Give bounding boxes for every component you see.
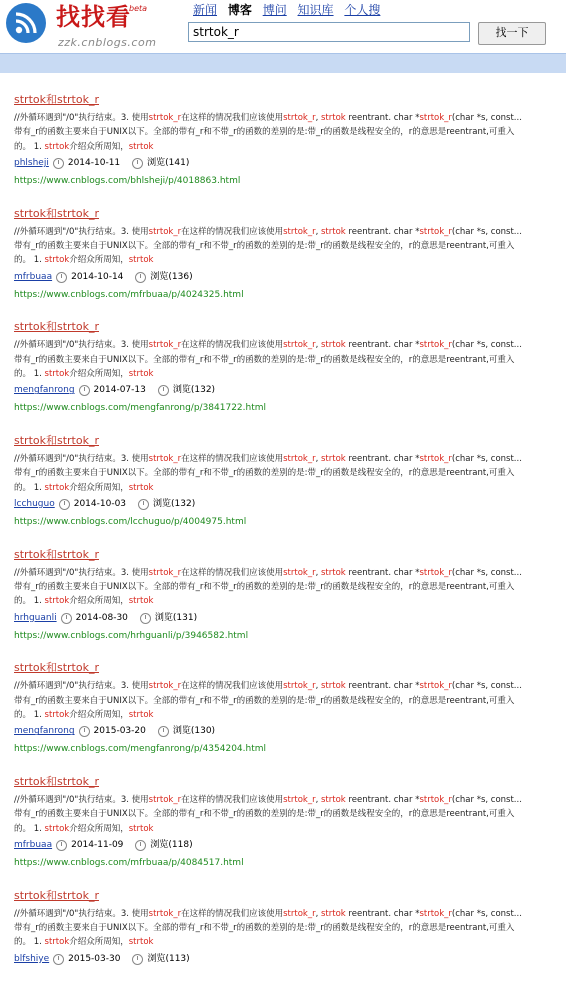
snippet-text: 介绍众所周知， bbox=[69, 368, 129, 379]
title-part: strtok_r bbox=[56, 888, 99, 902]
views-icon bbox=[135, 272, 146, 283]
search-button[interactable]: 找一下 bbox=[478, 22, 546, 45]
post-date: 2015-03-20 bbox=[93, 726, 146, 737]
nav-news[interactable]: 新闻 bbox=[193, 3, 218, 17]
snippet-text: 介绍众所周知， bbox=[69, 596, 129, 607]
snippet-text: (char *s, const...带有_r的函数主要来自于UNIX以下。全部的带有_r和不带_r的函数的差别的是:带_r的函数是线程安全的，r的意思是reentrant,可重入的。 1. bbox=[14, 454, 522, 493]
snippet-text: , bbox=[315, 454, 321, 465]
title-part: strtok_r bbox=[56, 93, 99, 106]
snippet-text: //外循环遇到"/0"执行结束。3. 使用 bbox=[14, 795, 149, 806]
result-meta bbox=[14, 953, 524, 966]
snippet-highlight: strtok_r bbox=[419, 113, 452, 123]
view-count: 浏览(132) bbox=[172, 385, 216, 396]
view-count: 浏览(113) bbox=[147, 953, 190, 964]
snippet-text: 介绍众所周知， bbox=[69, 710, 129, 721]
result-title-link[interactable] bbox=[14, 319, 99, 334]
nav-blog: 博客 bbox=[227, 3, 252, 17]
result-meta bbox=[14, 384, 524, 397]
result-item bbox=[14, 429, 524, 543]
snippet-highlight: strtok_r bbox=[283, 226, 316, 237]
nav-kb[interactable]: 知识库 bbox=[297, 3, 334, 17]
clock-icon bbox=[53, 158, 64, 169]
snippet-text: 在这样的情况我们应该使用 bbox=[181, 454, 284, 465]
search-input[interactable]: strtok_r bbox=[188, 22, 470, 42]
author-link[interactable]: lcchuguo bbox=[14, 498, 55, 509]
snippet-text: , bbox=[315, 113, 321, 123]
snippet-highlight: strtok bbox=[44, 255, 70, 266]
snippet-text: reentrant. char * bbox=[345, 567, 420, 578]
title-part: strtok bbox=[14, 93, 46, 106]
snippet-highlight: strtok bbox=[44, 368, 70, 379]
title-part: strtok_r bbox=[56, 320, 99, 334]
snippet-highlight: strtok bbox=[44, 823, 70, 834]
snippet-highlight: strtok bbox=[321, 113, 346, 123]
view-count: 浏览(131) bbox=[154, 612, 198, 623]
snippet-highlight: strtok bbox=[128, 368, 154, 379]
clock-icon bbox=[59, 499, 70, 510]
snippet-highlight: strtok bbox=[321, 226, 346, 237]
snippet-text: 在这样的情况我们应该使用 bbox=[181, 908, 284, 919]
clock-icon bbox=[56, 840, 67, 851]
snippet-text: 在这样的情况我们应该使用 bbox=[181, 113, 284, 123]
title-part: 和 bbox=[45, 320, 57, 334]
snippet-text: (char *s, const...带有_r的函数主要来自于UNIX以下。全部的带有_r和不带_r的函数的差别的是:带_r的函数是线程安全的，r的意思是reentrant,可重入的。 1. bbox=[14, 113, 522, 152]
clock-icon bbox=[61, 613, 72, 624]
snippet-highlight: strtok_r bbox=[419, 908, 452, 919]
title-part: strtok bbox=[14, 320, 46, 334]
result-snippet bbox=[14, 679, 524, 722]
title-part: strtok bbox=[14, 206, 46, 220]
snippet-highlight: strtok_r bbox=[419, 795, 452, 806]
result-item bbox=[14, 656, 524, 770]
title-part: strtok bbox=[14, 547, 46, 561]
snippet-text: 介绍众所周知， bbox=[69, 141, 129, 152]
author-link[interactable]: phlsheji bbox=[14, 157, 49, 168]
snippet-text: 在这样的情况我们应该使用 bbox=[181, 567, 284, 578]
snippet-highlight: strtok_r bbox=[148, 681, 182, 692]
title-part: strtok_r bbox=[56, 775, 99, 789]
rss-icon bbox=[6, 3, 46, 43]
result-snippet bbox=[14, 225, 524, 268]
snippet-highlight: strtok_r bbox=[283, 908, 316, 919]
snippet-highlight: strtok bbox=[128, 596, 154, 607]
title-part: strtok_r bbox=[56, 434, 99, 448]
result-url[interactable]: https://www.cnblogs.com/mengfanrong/p/4354204.html bbox=[14, 744, 267, 755]
brand-beta: beta bbox=[129, 4, 148, 13]
result-meta bbox=[14, 157, 524, 170]
title-part: 和 bbox=[45, 661, 57, 675]
result-title-link[interactable] bbox=[14, 774, 99, 789]
author-link[interactable]: blfshiye bbox=[14, 953, 50, 964]
result-snippet bbox=[14, 566, 524, 609]
snippet-highlight: strtok_r bbox=[283, 113, 316, 123]
snippet-text: 在这样的情况我们应该使用 bbox=[181, 795, 284, 806]
result-url[interactable]: https://www.cnblogs.com/bhlsheji/p/4018863.html bbox=[14, 175, 241, 186]
snippet-highlight: strtok bbox=[128, 255, 154, 266]
result-meta bbox=[14, 271, 524, 284]
view-count: 浏览(141) bbox=[147, 157, 190, 168]
snippet-highlight: strtok_r bbox=[283, 340, 316, 351]
result-meta bbox=[14, 498, 524, 511]
snippet-text: (char *s, const...带有_r的函数主要来自于UNIX以下。全部的带有_r和不带_r的函数的差别的是:带_r的函数是线程安全的，r的意思是reentrant,可重入的。 1. bbox=[14, 226, 522, 266]
snippet-text: //外循环遇到"/0"执行结束。3. 使用 bbox=[14, 681, 149, 692]
clock-icon bbox=[53, 954, 64, 965]
result-url[interactable]: https://www.cnblogs.com/lcchuguo/p/4004975.html bbox=[14, 516, 247, 527]
title-part: strtok_r bbox=[56, 547, 99, 561]
snippet-text: , bbox=[315, 681, 321, 692]
snippet-highlight: strtok_r bbox=[419, 681, 452, 692]
views-icon bbox=[132, 158, 143, 169]
snippet-text: reentrant. char * bbox=[345, 908, 420, 919]
view-count: 浏览(118) bbox=[150, 840, 193, 851]
post-date: 2014-08-30 bbox=[75, 612, 128, 623]
snippet-highlight: strtok bbox=[321, 567, 346, 578]
snippet-highlight: strtok_r bbox=[283, 681, 316, 692]
brand-name[interactable]: 找找看 bbox=[56, 3, 131, 31]
snippet-highlight: strtok bbox=[128, 482, 154, 493]
snippet-highlight: strtok_r bbox=[148, 567, 182, 578]
clock-icon bbox=[79, 385, 90, 396]
result-title-link[interactable] bbox=[14, 888, 99, 903]
title-part: 和 bbox=[45, 775, 57, 789]
views-icon bbox=[132, 954, 143, 965]
snippet-highlight: strtok_r bbox=[148, 226, 182, 237]
snippet-highlight: strtok_r bbox=[419, 226, 452, 237]
snippet-highlight: strtok bbox=[44, 482, 70, 493]
snippet-text: reentrant. char * bbox=[345, 226, 420, 237]
snippet-highlight: strtok bbox=[128, 710, 154, 721]
title-part: 和 bbox=[45, 434, 57, 448]
snippet-highlight: strtok bbox=[44, 141, 70, 152]
result-url[interactable]: https://www.cnblogs.com/hrhguanli/p/3946582.html bbox=[14, 630, 249, 641]
result-snippet bbox=[14, 452, 524, 495]
snippet-highlight: strtok_r bbox=[419, 340, 452, 351]
snippet-highlight: strtok bbox=[128, 141, 154, 152]
title-part: strtok_r bbox=[56, 661, 99, 675]
snippet-text: 介绍众所周知， bbox=[69, 482, 129, 493]
snippet-text: (char *s, const...带有_r的函数主要来自于UNIX以下。全部的带有_r和不带_r的函数的差别的是:带_r的函数是线程安全的，r的意思是reentrant,可重入的。 1. bbox=[14, 681, 522, 721]
brand-sub: zzk.cnblogs.com bbox=[58, 36, 157, 49]
snippet-highlight: strtok_r bbox=[419, 454, 452, 465]
post-date: 2015-03-30 bbox=[68, 953, 121, 964]
snippet-text: reentrant. char * bbox=[345, 795, 420, 806]
snippet-highlight: strtok bbox=[321, 908, 346, 919]
snippet-text: , bbox=[315, 226, 321, 237]
title-part: 和 bbox=[45, 888, 57, 902]
nav bbox=[193, 1, 387, 18]
title-part: strtok bbox=[14, 434, 46, 448]
result-title-link[interactable] bbox=[14, 660, 99, 675]
snippet-highlight: strtok_r bbox=[419, 567, 452, 578]
title-part: strtok bbox=[14, 661, 46, 675]
title-part: strtok bbox=[14, 888, 46, 902]
result-snippet bbox=[14, 338, 524, 381]
snippet-text: reentrant. char * bbox=[345, 454, 420, 465]
snippet-text: //外循环遇到"/0"执行结束。3. 使用 bbox=[14, 226, 149, 237]
snippet-highlight: strtok bbox=[321, 454, 346, 465]
results-list bbox=[14, 88, 524, 998]
snippet-text: //外循环遇到"/0"执行结束。3. 使用 bbox=[14, 567, 149, 578]
post-date: 2014-10-14 bbox=[71, 271, 124, 282]
result-snippet bbox=[14, 111, 524, 154]
result-meta bbox=[14, 725, 524, 738]
snippet-highlight: strtok_r bbox=[148, 795, 182, 806]
snippet-highlight: strtok_r bbox=[148, 113, 182, 123]
snippet-text: , bbox=[315, 340, 321, 351]
author-link[interactable]: mfrbuaa bbox=[14, 840, 53, 851]
view-count: 浏览(132) bbox=[153, 498, 196, 509]
title-part: strtok_r bbox=[56, 206, 99, 220]
snippet-text: 在这样的情况我们应该使用 bbox=[181, 226, 284, 237]
nav-people[interactable]: 个人搜 bbox=[344, 3, 381, 17]
header-divider-bar bbox=[0, 53, 566, 73]
header bbox=[0, 0, 566, 54]
snippet-text: 介绍众所周知， bbox=[69, 255, 129, 266]
snippet-text: (char *s, const...带有_r的函数主要来自于UNIX以下。全部的带有_r和不带_r的函数的差别的是:带_r的函数是线程安全的，r的意思是reentrant,可重入的。 1. bbox=[14, 340, 522, 379]
result-item bbox=[14, 202, 524, 316]
title-part: 和 bbox=[45, 93, 57, 106]
snippet-text: 介绍众所周知， bbox=[69, 937, 129, 948]
snippet-highlight: strtok bbox=[44, 710, 70, 721]
view-count: 浏览(130) bbox=[172, 726, 216, 737]
views-icon bbox=[138, 499, 149, 510]
snippet-highlight: strtok bbox=[321, 340, 346, 351]
views-icon bbox=[135, 840, 146, 851]
snippet-highlight: strtok_r bbox=[148, 908, 182, 919]
result-meta bbox=[14, 612, 524, 625]
snippet-text: (char *s, const...带有_r的函数主要来自于UNIX以下。全部的带有_r和不带_r的函数的差别的是:带_r的函数是线程安全的，r的意思是reentrant,可重入的。 1. bbox=[14, 567, 522, 607]
snippet-text: //外循环遇到"/0"执行结束。3. 使用 bbox=[14, 340, 149, 351]
snippet-text: (char *s, const...带有_r的函数主要来自于UNIX以下。全部的带有_r和不带_r的函数的差别的是:带_r的函数是线程安全的，r的意思是reentrant,可重入的。 1. bbox=[14, 908, 522, 948]
result-url[interactable]: https://www.cnblogs.com/mfrbuaa/p/4084517.html bbox=[14, 858, 244, 869]
title-part: strtok bbox=[14, 775, 46, 789]
result-item bbox=[14, 88, 524, 202]
snippet-text: 在这样的情况我们应该使用 bbox=[181, 340, 284, 351]
snippet-text: (char *s, const...带有_r的函数主要来自于UNIX以下。全部的带有_r和不带_r的函数的差别的是:带_r的函数是线程安全的，r的意思是reentrant,可重入的。 1. bbox=[14, 795, 522, 834]
snippet-text: //外循环遇到"/0"执行结束。3. 使用 bbox=[14, 908, 149, 919]
result-snippet bbox=[14, 793, 524, 836]
post-date: 2014-11-09 bbox=[71, 840, 124, 851]
result-item bbox=[14, 884, 524, 998]
result-item bbox=[14, 543, 524, 657]
snippet-highlight: strtok bbox=[321, 795, 346, 806]
snippet-text: //外循环遇到"/0"执行结束。3. 使用 bbox=[14, 454, 149, 465]
title-part: 和 bbox=[45, 206, 57, 220]
author-link[interactable]: mfrbuaa bbox=[14, 271, 53, 282]
views-icon bbox=[158, 726, 169, 737]
view-count: 浏览(136) bbox=[150, 271, 193, 282]
result-snippet bbox=[14, 907, 524, 950]
title-part: 和 bbox=[45, 547, 57, 561]
snippet-highlight: strtok_r bbox=[148, 340, 182, 351]
result-title-link[interactable] bbox=[14, 206, 99, 221]
result-url[interactable]: https://www.cnblogs.com/mfrbuaa/p/4024325.html bbox=[14, 289, 244, 300]
snippet-highlight: strtok bbox=[321, 681, 346, 692]
result-item bbox=[14, 770, 524, 884]
snippet-text: , bbox=[315, 908, 321, 919]
result-title-link[interactable] bbox=[14, 92, 99, 107]
snippet-text: //外循环遇到"/0"执行结束。3. 使用 bbox=[14, 113, 149, 123]
snippet-highlight: strtok bbox=[44, 596, 70, 607]
clock-icon bbox=[79, 726, 90, 737]
snippet-text: reentrant. char * bbox=[345, 113, 420, 123]
clock-icon bbox=[56, 272, 67, 283]
author-link[interactable]: mengfanrong bbox=[14, 726, 75, 737]
snippet-highlight: strtok_r bbox=[148, 454, 182, 465]
snippet-highlight: strtok bbox=[44, 937, 70, 948]
author-link[interactable]: mengfanrong bbox=[14, 385, 75, 396]
snippet-text: reentrant. char * bbox=[345, 681, 420, 692]
snippet-text: , bbox=[315, 795, 321, 806]
snippet-highlight: strtok_r bbox=[283, 454, 316, 465]
snippet-highlight: strtok bbox=[128, 823, 154, 834]
snippet-text: 介绍众所周知， bbox=[69, 823, 129, 834]
snippet-text: , bbox=[315, 567, 321, 578]
rss-logo-icon[interactable] bbox=[6, 3, 46, 43]
snippet-highlight: strtok_r bbox=[283, 795, 316, 806]
result-item bbox=[14, 315, 524, 429]
snippet-highlight: strtok bbox=[128, 937, 154, 948]
author-link[interactable]: hrhguanli bbox=[14, 612, 57, 623]
views-icon bbox=[158, 385, 169, 396]
snippet-text: reentrant. char * bbox=[345, 340, 420, 351]
result-title-link[interactable] bbox=[14, 433, 99, 448]
snippet-highlight: strtok_r bbox=[283, 567, 316, 578]
result-meta bbox=[14, 839, 524, 852]
post-date: 2014-10-03 bbox=[73, 498, 127, 509]
result-title-link[interactable] bbox=[14, 547, 99, 562]
result-url[interactable]: https://www.cnblogs.com/mengfanrong/p/3841722.html bbox=[14, 403, 267, 414]
post-date: 2014-10-11 bbox=[67, 157, 121, 168]
nav-qa[interactable]: 博问 bbox=[262, 3, 287, 17]
post-date: 2014-07-13 bbox=[93, 385, 146, 396]
views-icon bbox=[140, 613, 151, 624]
snippet-text: 在这样的情况我们应该使用 bbox=[181, 681, 284, 692]
